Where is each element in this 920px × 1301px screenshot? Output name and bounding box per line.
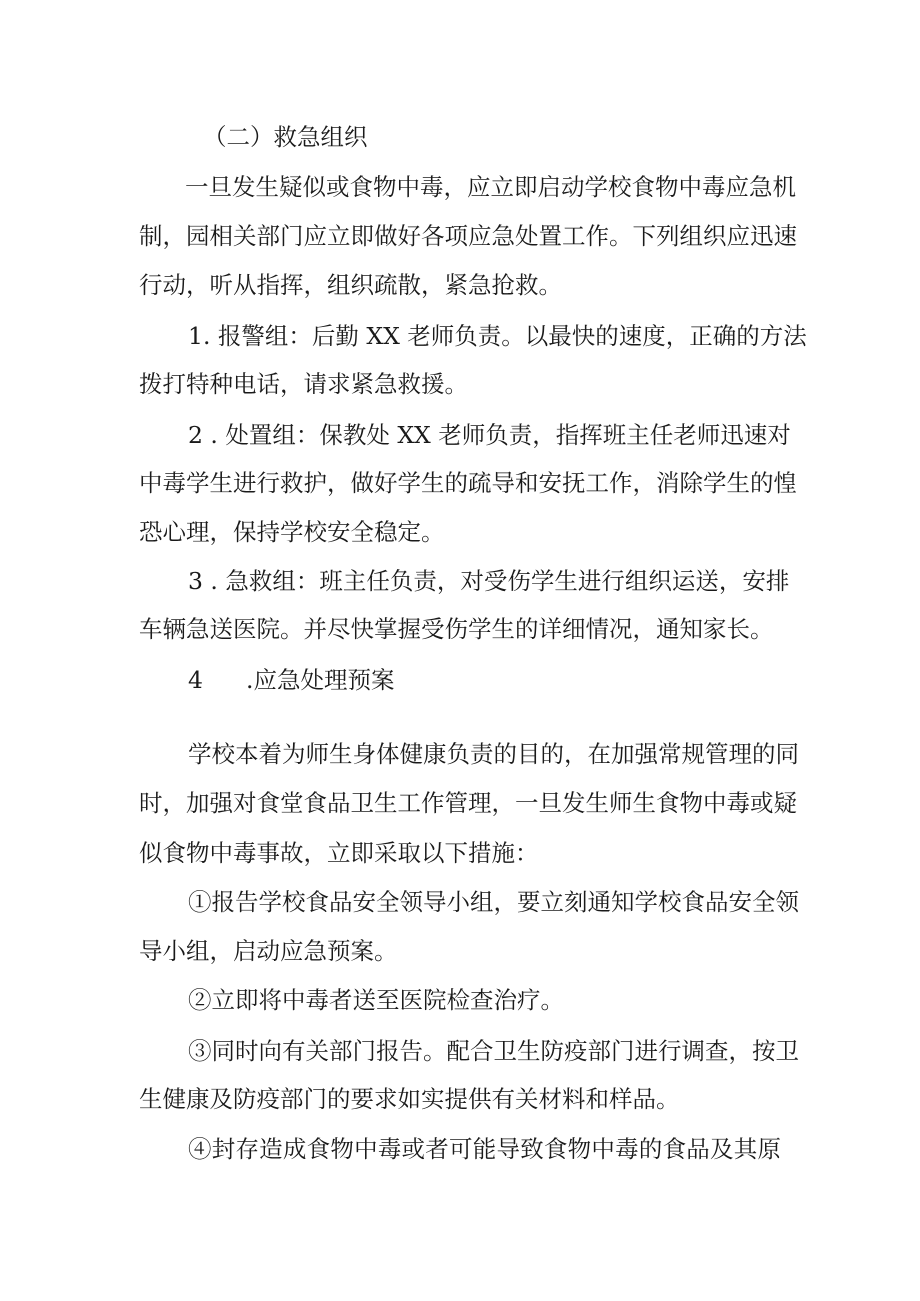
measure1-line-2: 导小组，启动应急预案。 — [139, 937, 398, 965]
item4-number: 4 — [188, 666, 203, 694]
measure3-line-2: 生健康及防疫部门的要求如实提供有关材料和样品。 — [139, 1085, 680, 1113]
item4-title: .应急处理预案 — [246, 666, 395, 694]
para-line-1: 学校本着为师生身体健康负责的目的，在加强常规管理的同 — [188, 740, 799, 768]
measure3-line-1: ③同时向有关部门报告。配合卫生防疫部门进行调查，按卫 — [188, 1037, 799, 1065]
section-heading: （二）救急组织 — [203, 123, 368, 151]
item2-line-3: 恐心理，保持学校安全稳定。 — [139, 518, 445, 546]
item1-line-1: 1. 报警组：后勤 XX 老师负责。以最快的速度，正确的方法 — [188, 322, 807, 350]
para-line-3: 似食物中毒事故，立即采取以下措施： — [139, 839, 539, 867]
measure4-line-1: ④封存造成食物中毒或者可能导致食物中毒的食品及其原 — [188, 1135, 781, 1163]
item2-line-2: 中毒学生进行救护，做好学生的疏导和安抚工作，消除学生的惶 — [139, 469, 797, 497]
item1-line-2: 拨打特种电话，请求紧急救援。 — [139, 370, 468, 398]
measure1-line-1: ①报告学校食品安全领导小组，要立刻通知学校食品安全领 — [188, 888, 799, 916]
para-line-2: 时，加强对食堂食品卫生工作管理，一旦发生师生食物中毒或疑 — [139, 789, 797, 817]
item3-line-1: 3 . 急救组：班主任负责，对受伤学生进行组织运送，安排 — [188, 567, 790, 595]
item2-line-1: 2 . 处置组：保教处 XX 老师负责，指挥班主任老师迅速对 — [188, 421, 791, 449]
intro-line-1: 一旦发生疑似或食物中毒，应立即启动学校食物中毒应急机 — [185, 173, 796, 201]
intro-line-3: 行动，听从指挥，组织疏散，紧急抢救。 — [139, 271, 562, 299]
item3-line-2: 车辆急送医院。并尽快掌握受伤学生的详细情况，通知家长。 — [139, 615, 774, 643]
measure2-line-1: ②立即将中毒者送至医院检查治疗。 — [188, 986, 564, 1014]
intro-line-2: 制，园相关部门应立即做好各项应急处置工作。下列组织应迅速 — [139, 222, 797, 250]
